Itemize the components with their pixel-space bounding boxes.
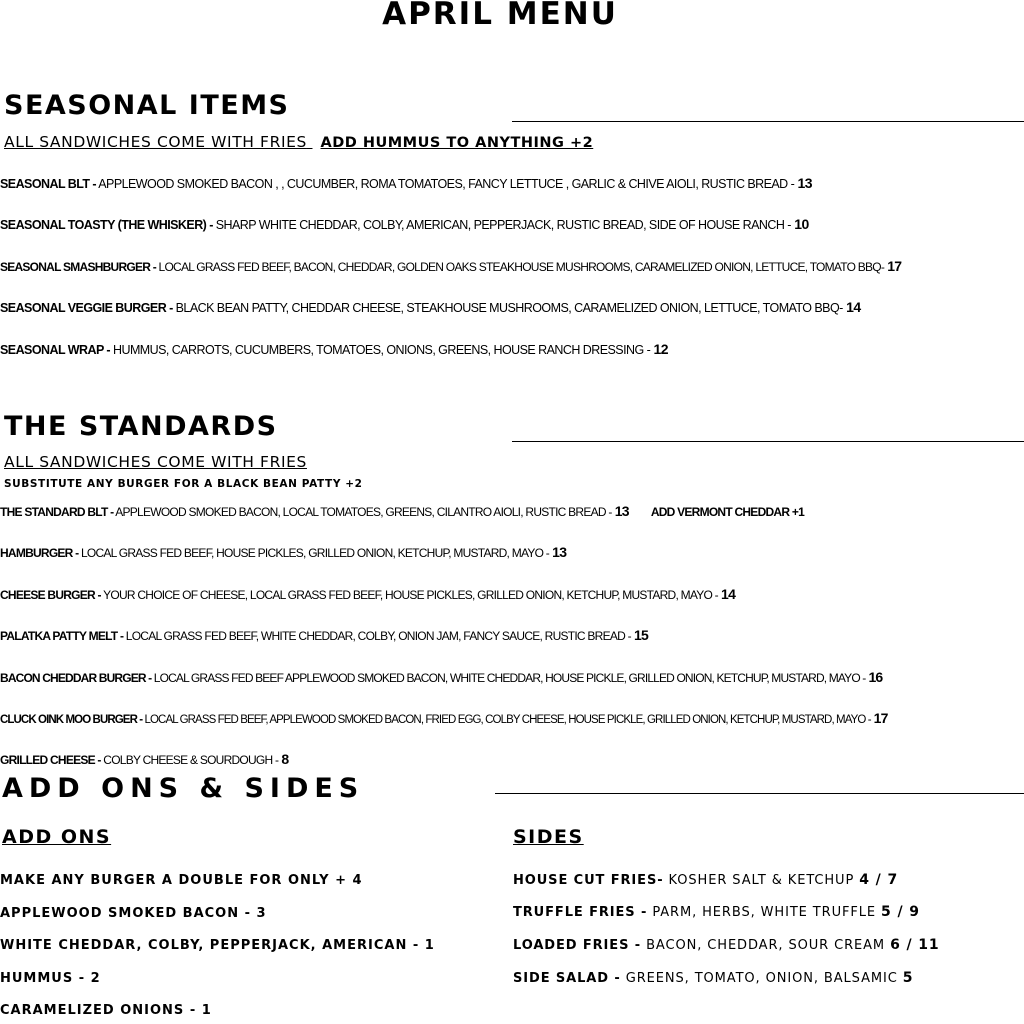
addon-item: MAKE ANY BURGER A DOUBLE FOR ONLY + 4 — [0, 873, 363, 888]
section-heading-standards: THE STANDARDS — [4, 411, 278, 442]
menu-item: CHEESE BURGER - YOUR CHOICE OF CHEESE, LOCAL GRASS FED BEEF, HOUSE PICKLES, GRILLED ONION, KETCHUP, MUSTARD, MAYO - 14 — [0, 586, 736, 602]
menu-item: BACON CHEDDAR BURGER - LOCAL GRASS FED BEEF APPLEWOOD SMOKED BACON, WHITE CHEDDAR, HOUSE PICKLE, GRILLED ONION, KETCHUP, MUSTARD, MAYO - 16 — [0, 669, 883, 685]
section-rule-seasonal — [512, 121, 1024, 122]
standards-substitute-note: SUBSTITUTE ANY BURGER FOR A BLACK BEAN PATTY +2 — [4, 478, 363, 490]
menu-item: SEASONAL SMASHBURGER - LOCAL GRASS FED BEEF, BACON, CHEDDAR, GOLDEN OAKS STEAKHOUSE MUSHROOMS, CARAMELIZED ONION, LETTUCE, TOMATO BBQ- 17 — [0, 258, 902, 274]
standards-sub-note: ALL SANDWICHES COME WITH FRIES — [4, 453, 307, 471]
page-title: APRIL MENU — [382, 0, 618, 32]
seasonal-subtitle — [4, 133, 593, 151]
seasonal-sub-note: ALL SANDWICHES COME WITH FRIES — [4, 133, 307, 151]
section-heading-addons-sides: ADD ONS & SIDES — [2, 773, 365, 804]
menu-item: SEASONAL WRAP - HUMMUS, CARROTS, CUCUMBERS, TOMATOES, ONIONS, GREENS, HOUSE RANCH DRESSING - 12 — [0, 341, 668, 357]
section-heading-seasonal: SEASONAL ITEMS — [4, 90, 290, 121]
menu-item: SEASONAL TOASTY (THE WHISKER) - SHARP WHITE CHEDDAR, COLBY, AMERICAN, PEPPERJACK, RUSTIC BREAD, SIDE OF HOUSE RANCH - 10 — [0, 216, 809, 232]
side-item: TRUFFLE FRIES - PARM, HERBS, WHITE TRUFFLE 5 / 9 — [513, 904, 920, 920]
menu-item: SEASONAL VEGGIE BURGER - BLACK BEAN PATTY, CHEDDAR CHEESE, STEAKHOUSE MUSHROOMS, CARAMELIZED ONION, LETTUCE, TOMATO BBQ- 14 — [0, 299, 861, 315]
addon-item: WHITE CHEDDAR, COLBY, PEPPERJACK, AMERICAN - 1 — [0, 938, 435, 953]
seasonal-sub-hummus: ADD HUMMUS TO ANYTHING +2 — [320, 135, 594, 151]
side-item: HOUSE CUT FRIES- KOSHER SALT & KETCHUP 4 / 7 — [513, 872, 899, 888]
addon-item: APPLEWOOD SMOKED BACON - 3 — [0, 906, 267, 921]
section-rule-standards — [512, 441, 1024, 442]
section-rule-addons-sides — [495, 793, 1024, 794]
menu-item: CLUCK OINK MOO BURGER - LOCAL GRASS FED BEEF, APPLEWOOD SMOKED BACON, FRIED EGG, COLBY CHEESE, HOUSE PICKLE, GRILLED ONION, KETCHUP, MUSTARD, MAYO - 17 — [0, 710, 888, 726]
side-item: LOADED FRIES - BACON, CHEDDAR, SOUR CREAM 6 / 11 — [513, 937, 940, 953]
menu-item: PALATKA PATTY MELT - LOCAL GRASS FED BEEF, WHITE CHEDDAR, COLBY, ONION JAM, FANCY SAUCE, RUSTIC BREAD - 15 — [0, 627, 649, 643]
addon-item: HUMMUS - 2 — [0, 971, 101, 986]
addons-heading: ADD ONS — [2, 826, 112, 848]
menu-item: GRILLED CHEESE - COLBY CHEESE & SOURDOUGH - 8 — [0, 751, 289, 767]
menu-item: THE STANDARD BLT - APPLEWOOD SMOKED BACON, LOCAL TOMATOES, GREENS, CILANTRO AIOLI, RUSTIC BREAD - 13 ADD VERMONT CHEDDAR +1 — [0, 503, 804, 519]
addon-item: CARAMELIZED ONIONS - 1 — [0, 1003, 212, 1018]
menu-item: HAMBURGER - LOCAL GRASS FED BEEF, HOUSE PICKLES, GRILLED ONION, KETCHUP, MUSTARD, MAYO - 13 — [0, 544, 567, 560]
menu-item: SEASONAL BLT - APPLEWOOD SMOKED BACON , , CUCUMBER, ROMA TOMATOES, FANCY LETTUCE , GARLIC & CHIVE AIOLI, RUSTIC BREAD - 13 — [0, 175, 813, 191]
add-vermont-cheddar: ADD VERMONT CHEDDAR +1 — [650, 505, 804, 519]
sides-heading: SIDES — [513, 826, 584, 848]
side-item: SIDE SALAD - GREENS, TOMATO, ONION, BALSAMIC 5 — [513, 970, 914, 986]
